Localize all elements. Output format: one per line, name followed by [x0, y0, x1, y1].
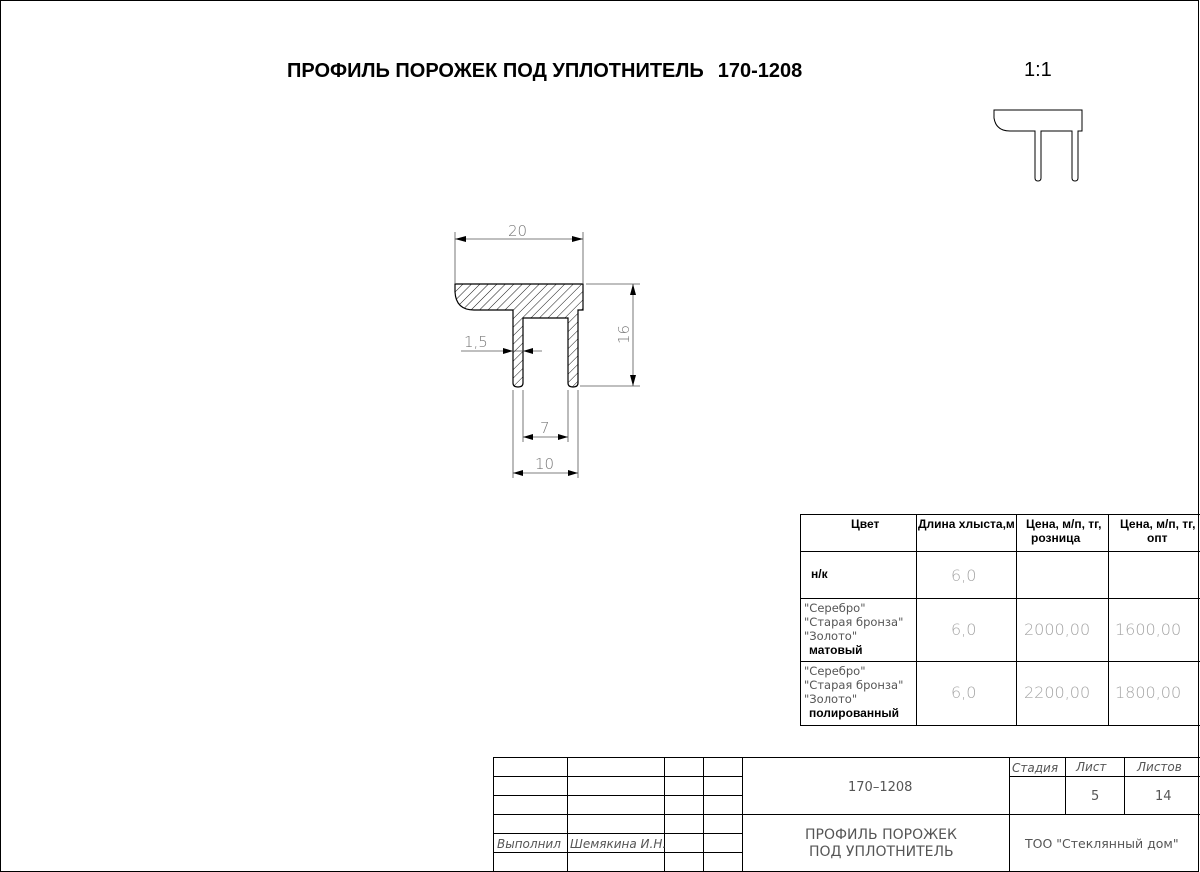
company-name: ТОО "Стеклянный дом": [1025, 836, 1179, 851]
price-table: [800, 514, 1200, 726]
row1-length: 6,0: [951, 566, 977, 585]
row3-retail: 2200,00: [1024, 683, 1091, 702]
row3-color-line3: "Золото": [804, 692, 858, 706]
performed-label: Выполнил: [497, 837, 561, 851]
title-block: [493, 757, 1200, 872]
row2-wholesale: 1600,00: [1115, 620, 1182, 639]
stage-label: Стадия: [1012, 761, 1059, 775]
header-color: Цвет: [851, 517, 880, 531]
svg-text:16: 16: [615, 324, 633, 344]
dimension-width-top: [455, 222, 583, 284]
dimension-wall: [461, 333, 542, 354]
row3-finish: полированный: [809, 706, 899, 720]
row2-color-line2: "Старая бронза": [804, 615, 904, 629]
row3-color-line1: "Серебро": [804, 664, 866, 678]
performer-name: Шемякина И.Н.: [570, 837, 667, 851]
row2-color-line3: "Золото": [804, 629, 858, 643]
row2-retail: 2000,00: [1024, 620, 1091, 639]
header-retail-line2: розница: [1031, 531, 1081, 545]
svg-text:7: 7: [540, 419, 550, 437]
row2-length: 6,0: [951, 620, 977, 639]
profile-thumbnail-icon: [994, 110, 1082, 181]
svg-text:1,5: 1,5: [464, 333, 488, 351]
dimension-height: [580, 284, 640, 386]
row3-wholesale: 1800,00: [1115, 683, 1182, 702]
sheets-count: 14: [1155, 789, 1172, 804]
header-wholesale-line1: Цена, м/п, тг,: [1120, 517, 1196, 531]
dimension-inner: [523, 390, 568, 442]
header-retail-line1: Цена, м/п, тг,: [1026, 517, 1102, 531]
sheet-number: 5: [1091, 789, 1100, 804]
drawing-title: ПРОФИЛЬ ПОРОЖЕК ПОД УПЛОТНИТЕЛЬ 170-1208: [287, 60, 803, 82]
title-block-designation: 170–1208: [848, 780, 913, 795]
sheet-label: Лист: [1076, 760, 1107, 774]
title-block-name-line1: ПРОФИЛЬ ПОРОЖЕК: [805, 827, 957, 843]
svg-text:10: 10: [535, 455, 555, 473]
row2-color-line1: "Серебро": [804, 601, 866, 615]
scale-label: 1:1: [1024, 59, 1052, 81]
sheets-label: Листов: [1137, 760, 1182, 774]
row3-color-line2: "Старая бронза": [804, 678, 904, 692]
title-block-name-line2: ПОД УПЛОТНИТЕЛЬ: [809, 844, 954, 860]
header-wholesale-line2: опт: [1147, 531, 1168, 545]
header-length: Длина хлыста,м: [918, 517, 1015, 531]
svg-text:20: 20: [508, 222, 528, 240]
row1-color: н/к: [811, 567, 828, 581]
row3-length: 6,0: [951, 683, 977, 702]
row2-finish: матовый: [809, 643, 863, 657]
